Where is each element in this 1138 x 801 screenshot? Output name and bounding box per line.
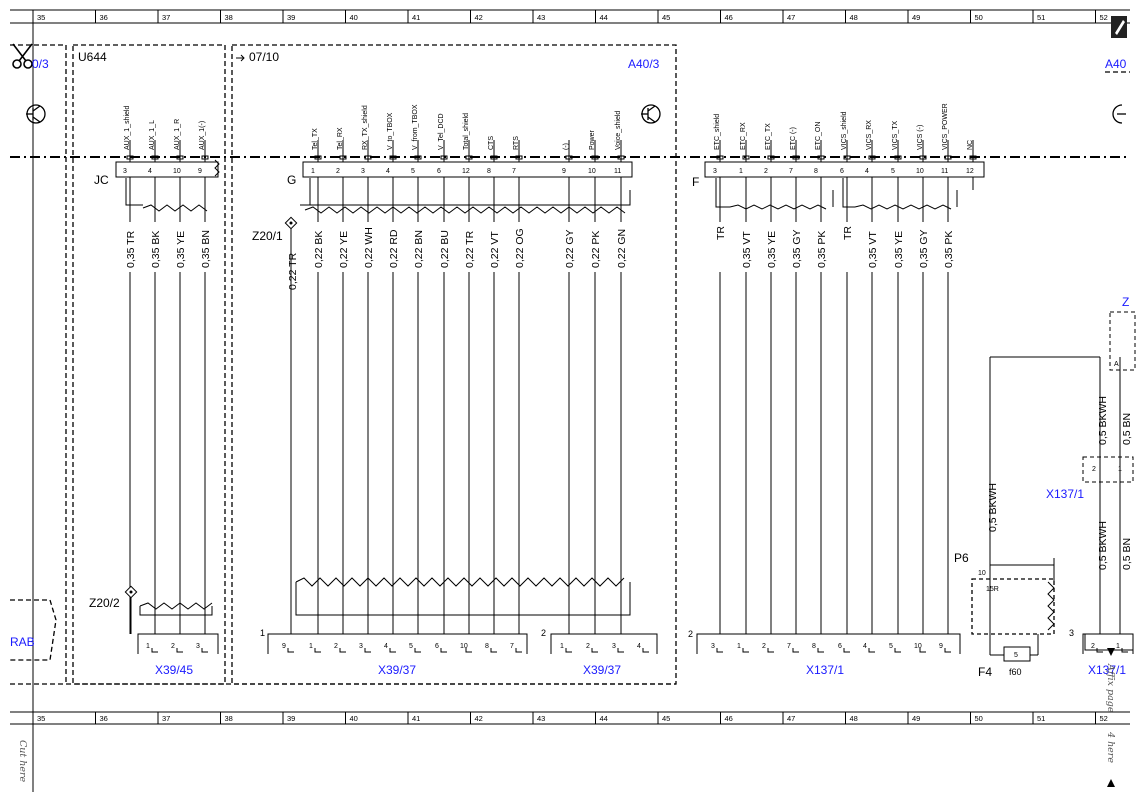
- grid-column-label: 43: [537, 13, 546, 22]
- wire-label-bkwh-right-bottom: 0,5 BKWH: [1097, 520, 1109, 570]
- connector-pin: 2: [171, 643, 175, 650]
- wire-label-bkwh-left: 0,5 BKWH: [987, 482, 999, 532]
- fuse-label-p6: P6: [954, 551, 969, 565]
- right-wires: [1083, 312, 1135, 650]
- grid-column-label: 44: [599, 714, 608, 723]
- connector-x137-1-right: [1083, 634, 1133, 654]
- signal-groups: [116, 103, 984, 634]
- connector-pin: 1: [309, 643, 313, 650]
- grid-column-label: 43: [537, 714, 546, 723]
- pin-number: 11: [614, 168, 622, 175]
- signal-label: AUX_1(-): [199, 120, 206, 150]
- connector-pin: 3: [196, 643, 200, 650]
- connector-num-x137-1-right: 3: [1069, 628, 1075, 638]
- connector-label-x39-37b: X39/37: [583, 663, 622, 677]
- grid-column-label: 46: [724, 714, 733, 723]
- grid-column-label: 42: [474, 13, 483, 22]
- grid-column-label: 47: [787, 13, 796, 22]
- grid-column-label: 39: [287, 13, 296, 22]
- right-z-label: Z: [1122, 295, 1130, 309]
- grid-column-label: 41: [412, 13, 421, 22]
- wire-label: 0,35 YE: [893, 230, 905, 268]
- pin-number: 12: [966, 168, 974, 175]
- arrow-icon: [236, 55, 244, 61]
- grid-column-label: 52: [1099, 13, 1108, 22]
- grid-column-label: 36: [99, 13, 108, 22]
- wire-label: 0,35 YE: [175, 230, 187, 268]
- signal-label: VICS_shield: [841, 111, 848, 150]
- connector-pin: 4: [863, 643, 867, 650]
- margin-cut-left: Cut here: [17, 740, 28, 783]
- triangle-icon: [1107, 648, 1115, 656]
- connector-x39-45: [138, 634, 218, 654]
- grid-column-label: 41: [412, 714, 421, 723]
- connector-pin: 2: [334, 643, 338, 650]
- pin-number: 4: [865, 168, 869, 175]
- signal-label: ETC_TX: [765, 123, 772, 150]
- pin-number: 8: [814, 168, 818, 175]
- connector-pin: 1: [737, 643, 741, 650]
- grid-column-label: 39: [287, 714, 296, 723]
- pin-number: 12: [462, 168, 470, 175]
- grid-column-label: 48: [849, 714, 858, 723]
- diamond-icon: [285, 217, 296, 228]
- grid-column-label: 47: [787, 714, 796, 723]
- connector-num-x39-37b: 2: [541, 628, 547, 638]
- connector-label-x39-37a: X39/37: [378, 663, 417, 677]
- connector-num-x39-37a: 1: [260, 628, 266, 638]
- pin-number: 1: [311, 168, 315, 175]
- connector-pin: 2: [1091, 643, 1095, 650]
- connector-pin: 10: [460, 643, 468, 650]
- grid-column-label: 45: [662, 714, 671, 723]
- grid-column-label: 45: [662, 13, 671, 22]
- fuse-pin-number: 5: [1014, 652, 1018, 659]
- grid-column-label: 48: [849, 13, 858, 22]
- wire-label: 0,22 GY: [564, 229, 576, 268]
- signal-label: ETC_ON: [815, 121, 822, 150]
- pin-number: 10: [588, 168, 596, 175]
- signal-label: Tel_RX: [337, 127, 344, 150]
- wire-label: 0,22 RD: [388, 229, 400, 268]
- page-ref-left: 0/3: [32, 57, 49, 71]
- pin-number: 5: [411, 168, 415, 175]
- connector-pin: 6: [435, 643, 439, 650]
- pin-number: 3: [361, 168, 365, 175]
- connector-label-x137-1: X137/1: [806, 663, 845, 677]
- connector-num-x137-1: 2: [688, 629, 694, 639]
- wire-label: 0,22 GN: [616, 228, 628, 268]
- pin-number: 6: [840, 168, 844, 175]
- connector-pin: 8: [812, 643, 816, 650]
- signal-label: CTS: [488, 136, 495, 150]
- connector-pin: 1: [1116, 643, 1120, 650]
- signal-label: VICS_POWER: [942, 103, 949, 150]
- right-pin-2: 2: [1092, 466, 1096, 473]
- shield-ref-z20-1: Z20/1: [252, 229, 283, 243]
- signal-label: VICS_RX: [866, 120, 873, 150]
- connector-pin: 5: [889, 643, 893, 650]
- wire-label: 0,35 YE: [766, 230, 778, 268]
- wire-label: 0,22 BK: [313, 230, 325, 268]
- grid-column-label: 42: [474, 714, 483, 723]
- grid-column-label: 51: [1037, 714, 1046, 723]
- fuse-label-f60: f60: [1009, 667, 1022, 677]
- connector-pin: 4: [384, 643, 388, 650]
- fuse-label-f4: F4: [978, 665, 993, 679]
- wire-label-bn-bottom: 0,5 BN: [1121, 537, 1133, 570]
- signal-label: NC: [967, 139, 974, 150]
- grid-column-label: 35: [37, 13, 46, 22]
- pin-number: 11: [941, 168, 949, 175]
- grid-column-label: 52: [1099, 714, 1108, 723]
- pin-number: 10: [916, 168, 924, 175]
- grid-column-label: 38: [224, 714, 233, 723]
- wire-label-z20-1: 0,22 TR: [287, 252, 299, 290]
- connector-pin: 7: [510, 643, 514, 650]
- grid-column-label: 49: [912, 13, 921, 22]
- wire-label-bn-top: 0,5 BN: [1121, 412, 1133, 445]
- pin-number: 4: [386, 168, 390, 175]
- margin-affix: Affix page: [1105, 664, 1116, 713]
- signal-label: ETC (-): [790, 127, 797, 150]
- connector-x137-1: [697, 634, 960, 654]
- wire-label: 0,22 BU: [439, 230, 451, 268]
- pin-number: 3: [713, 168, 717, 175]
- signal-label: Tel_TX: [312, 128, 319, 150]
- connector-pin: 3: [612, 643, 616, 650]
- wire-label: 0,35 BK: [150, 230, 162, 268]
- connector-pin: 8: [485, 643, 489, 650]
- page-ref-a40-3: A40/3: [628, 57, 660, 71]
- signal-label: VICS_TX: [892, 120, 899, 150]
- signal-label: Power: [589, 130, 596, 150]
- connector-pin: 7: [787, 643, 791, 650]
- page-ref-right: A40: [1105, 57, 1127, 71]
- connector-x39-37b: [551, 634, 657, 654]
- wire-label: 0,22 YE: [338, 230, 350, 268]
- triangle-icon: [1107, 779, 1115, 787]
- scissors-icon: [13, 44, 32, 68]
- connector-pin: 3: [711, 643, 715, 650]
- transistor-symbol-left: [26, 105, 45, 123]
- connector-label-x137-1-mid: X137/1: [1046, 487, 1085, 501]
- pencil-icon: [1111, 16, 1127, 38]
- connector-x39-37a: [268, 634, 527, 654]
- wire-label: 0,35 VT: [867, 231, 879, 268]
- connector-pin: 6: [838, 643, 842, 650]
- fuse-pin-top: 10: [978, 570, 986, 577]
- signal-label: AUX_1_L: [149, 120, 156, 150]
- pin-number: 2: [336, 168, 340, 175]
- fuse-pin-inner: 15R: [986, 586, 999, 593]
- signal-label: (-): [563, 143, 570, 150]
- grid-column-label: 50: [974, 714, 983, 723]
- transistor-symbol-center: [641, 105, 660, 123]
- right-pin-1: 1: [1118, 466, 1122, 473]
- wire-label: 0,35 VT: [741, 231, 753, 268]
- group-f: [705, 103, 984, 634]
- pin-number: 2: [764, 168, 768, 175]
- wire-label-bkwh-right-top: 0,5 BKWH: [1097, 395, 1109, 445]
- group-label-jc: JC: [94, 173, 109, 187]
- wire-label: 0,22 WH: [363, 227, 375, 268]
- wire-label: 0,35 GY: [918, 229, 930, 268]
- shield-ref-z20-2: Z20/2: [89, 596, 120, 610]
- left-connector-label: RAB: [10, 635, 35, 649]
- group-label-f: F: [692, 175, 700, 189]
- connector-pin: 2: [762, 643, 766, 650]
- connector-pin: 1: [146, 643, 150, 650]
- connector-pin: 9: [282, 643, 286, 650]
- wire-label: 0,35 PK: [943, 230, 955, 268]
- signal-label: Total_shield: [463, 113, 470, 150]
- signal-label: RTS: [513, 136, 520, 150]
- wire-label: 0,35 TR: [125, 230, 137, 268]
- transistor-symbol-right: [1113, 105, 1126, 123]
- wire-label: 0,22 VT: [489, 231, 501, 268]
- connector-pin: 4: [637, 643, 641, 650]
- page-ref-07-10: 07/10: [249, 50, 280, 64]
- signal-label: AUX_1_shield: [124, 105, 131, 150]
- pin-number: 8: [487, 168, 491, 175]
- connector-label-x39-45: X39/45: [155, 663, 194, 677]
- connector-pin: 9: [939, 643, 943, 650]
- connector-pin: 3: [359, 643, 363, 650]
- grid-column-label: 44: [599, 13, 608, 22]
- grid-column-label: 37: [162, 13, 171, 22]
- margin-cut-right: 4 here: [1105, 732, 1116, 763]
- grid-column-label: 40: [349, 13, 358, 22]
- shield-wiggles: [126, 160, 957, 634]
- signal-label: V_from_TBOX: [412, 104, 419, 150]
- grid-column-label: 51: [1037, 13, 1046, 22]
- grid-column-label: 35: [37, 714, 46, 723]
- wire-label: 0,35 BN: [200, 230, 212, 268]
- wire-label: TR: [842, 226, 854, 240]
- wire-label: 0,22 OG: [514, 228, 526, 268]
- grid-column-label: 37: [162, 714, 171, 723]
- pin-number: 9: [562, 168, 566, 175]
- pin-number: 7: [512, 168, 516, 175]
- wire-label: 0,22 BN: [413, 230, 425, 268]
- module-label-u644: U644: [78, 50, 107, 64]
- group-g: [303, 104, 632, 634]
- signal-label: ETC_shield: [714, 113, 721, 150]
- grid-column-label: 50: [974, 13, 983, 22]
- wire-label: 0,35 GY: [791, 229, 803, 268]
- wire-label: 0,35 PK: [816, 230, 828, 268]
- connectors: [138, 634, 1133, 654]
- signal-label: AUX_1_R: [174, 118, 181, 150]
- connector-pin: 1: [560, 643, 564, 650]
- signal-label: Voice_shield: [615, 110, 622, 150]
- connector-pin: 2: [586, 643, 590, 650]
- grid-column-label: 46: [724, 13, 733, 22]
- pin-number: 6: [437, 168, 441, 175]
- signal-label: V_to_TBOX: [387, 112, 394, 150]
- pin-number: 7: [789, 168, 793, 175]
- connector-pin: 10: [914, 643, 922, 650]
- right-a-label: A: [1114, 361, 1119, 368]
- pin-number: 4: [148, 168, 152, 175]
- group-label-g: G: [287, 173, 297, 187]
- wire-label: TR: [715, 226, 727, 240]
- wire-label: 0,22 PK: [590, 230, 602, 268]
- connector-pin: 5: [409, 643, 413, 650]
- grid-column-label: 49: [912, 714, 921, 723]
- connector-label-x137-1-right: X137/1: [1088, 663, 1127, 677]
- signal-label: V_Tel_DCD: [438, 113, 445, 150]
- signal-label: ETC_RX: [740, 122, 747, 150]
- pin-number: 1: [739, 168, 743, 175]
- signal-label: VICS (-): [917, 124, 924, 150]
- pin-number: 10: [173, 168, 181, 175]
- pin-number: 5: [891, 168, 895, 175]
- diamond-icon: [125, 586, 136, 597]
- pin-number: 3: [123, 168, 127, 175]
- wire-label: 0,22 TR: [464, 230, 476, 268]
- signal-label: RX_TX_shield: [362, 105, 369, 150]
- group-jc: [116, 106, 218, 634]
- grid-column-label: 40: [349, 714, 358, 723]
- grid-column-label: 36: [99, 714, 108, 723]
- pin-number: 9: [198, 168, 202, 175]
- grid-column-label: 38: [224, 13, 233, 22]
